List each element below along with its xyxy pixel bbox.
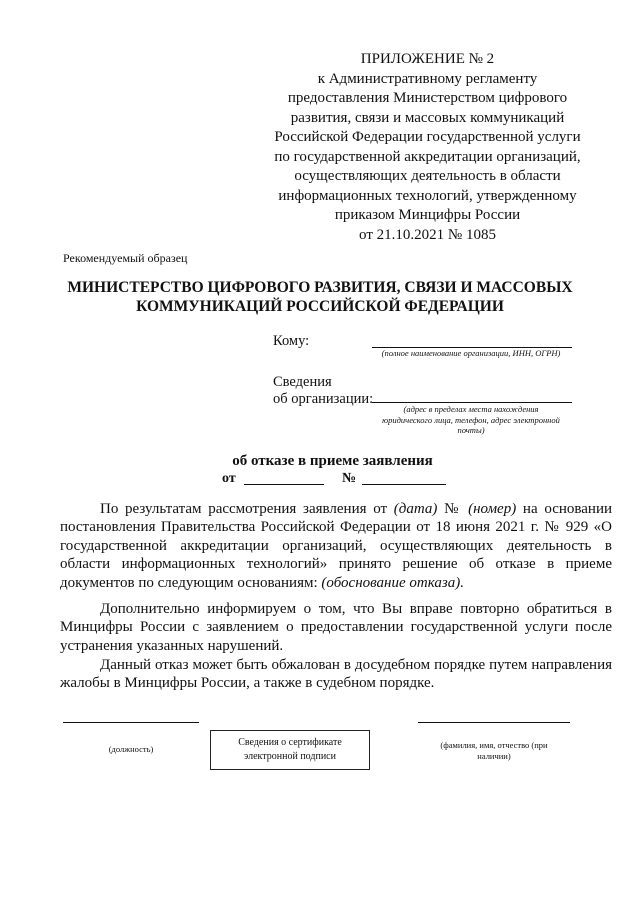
reason-placeholder: (обоснование отказа). (321, 574, 464, 591)
appendix-line: Российской Федерации государственной услуги (274, 129, 581, 145)
paragraph-appeal: Данный отказ может быть обжалован в досудебном порядке путем направления жалобы в Минцифры России, а также в судебном порядке. (60, 657, 612, 692)
appendix-date-line: от 21.10.2021 № 1085 (359, 226, 496, 243)
appendix-line: к Административному регламенту (317, 70, 538, 87)
appendix-line: по государственной аккредитации организаций, (274, 148, 581, 165)
from-label: от (222, 471, 236, 486)
ministry-heading-line: КОММУНИКАЦИЙ РОССИЙСКОЙ ФЕДЕРАЦИИ (136, 297, 504, 315)
org-info-caption-line: юридического лица, телефон, адрес электронной (382, 414, 560, 425)
org-info-caption (366, 404, 576, 436)
date-placeholder: (дата) (393, 501, 438, 517)
appendix-line: информационных технологий, утвержденному (278, 187, 577, 204)
certificate-info-line: электронной подписи (244, 751, 336, 762)
ministry-heading-line: МИНИСТЕРСТВО ЦИФРОВОГО РАЗВИТИЯ, СВЯЗИ И МАССОВЫХ (67, 279, 573, 296)
appendix-header (270, 50, 585, 245)
certificate-info-line: Сведения о сертификате (238, 737, 342, 748)
paragraph-text: По результатам рассмотрения заявления от (100, 501, 394, 517)
recommended-sample-note: Рекомендуемый образец (63, 251, 188, 265)
certificate-info-box (210, 730, 370, 770)
ministry-heading (60, 279, 580, 316)
org-info-label: об организации: (273, 391, 374, 407)
to-label: Кому: (273, 333, 310, 349)
name-caption (418, 740, 570, 762)
position-signature-line (63, 722, 199, 723)
appendix-line: развития, связи и массовых коммуникаций (290, 109, 565, 126)
to-field-caption: (полное наименование организации, ИНН, ОГРН) (381, 348, 561, 358)
paragraph-additional-info: Дополнительно информируем о том, что Вы вправе повторно обратиться в Минцифры России с заявлением о предоставлении государственной услуги после устранения указанных нарушений. (60, 601, 612, 654)
org-info-label: Сведения (273, 374, 332, 390)
refusal-title: об отказе в приеме заявления (232, 453, 433, 469)
name-caption-line: наличии) (477, 751, 511, 761)
org-info-field-line (372, 402, 572, 403)
paragraph-text: № (437, 501, 469, 517)
date-field-line (244, 472, 324, 485)
number-label: № (342, 471, 357, 486)
org-info-caption-line: почты) (457, 425, 485, 435)
org-info-caption-line: (адрес в пределах места нахождения (403, 404, 539, 414)
appendix-line: приказом Минцифры России (334, 207, 521, 223)
appendix-line: предоставления Министерством цифрового (287, 90, 568, 106)
position-caption: (должность) (108, 744, 154, 754)
name-signature-line (418, 722, 570, 723)
paragraph-text: на основании постановления Правительства Российской Федерации от 18 июня 2021 г. № 929 «О государственной аккредитации организаций, осуществляющих деятельность в области информационных технологий» принято решение об отказе в приеме документов по следующим основаниям: (60, 501, 613, 591)
paragraph-decision (60, 500, 612, 592)
number-field-line (362, 472, 446, 485)
name-caption-line: (фамилия, имя, отчество (при (440, 740, 548, 750)
appendix-title: ПРИЛОЖЕНИЕ № 2 (360, 51, 495, 67)
number-placeholder: (номер) (468, 501, 517, 517)
appendix-line: осуществляющих деятельность в области (294, 168, 561, 184)
